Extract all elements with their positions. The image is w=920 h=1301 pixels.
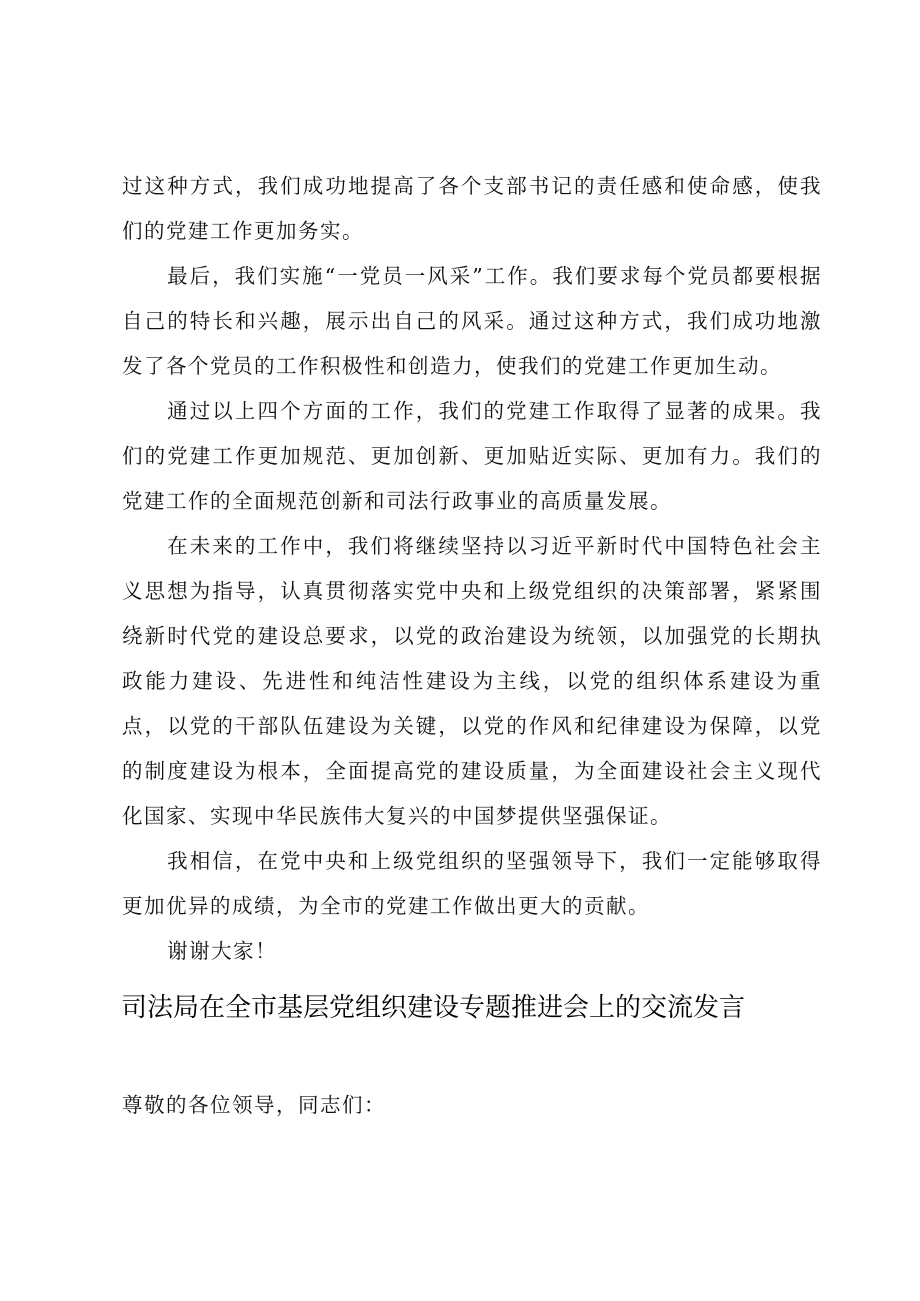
paragraph-one-member-one-style: 最后，我们实施“一党员一风采”工作。我们要求每个党员都要根据自己的特长和兴趣，展示出自己的风采。通过这种方式，我们成功地激发了各个党员的工作积极性和创造力，使我们的党建工作更加生动。 [122,264,822,378]
paragraph-confidence: 我相信，在党中央和上级党组织的坚强领导下，我们一定能够取得更加优异的成绩，为全市的党建工作做出更大的贡献。 [122,849,822,918]
paragraph-continuation: 过这种方式，我们成功地提高了各个支部书记的责任感和使命感，使我们的党建工作更加务实。 [122,174,822,243]
speech-body [122,164,822,974]
paragraph-achievements: 通过以上四个方面的工作，我们的党建工作取得了显著的成果。我们的党建工作更加规范、更加创新、更加贴近实际、更加有力。我们的党建工作的全面规范创新和司法行政事业的高质量发展。 [122,399,822,513]
paragraph-thanks: 谢谢大家！ [167,939,278,963]
paragraph-future-work: 在未来的工作中，我们将继续坚持以习近平新时代中国特色社会主义思想为指导，认真贯彻落实党中央和上级党组织的决策部署，紧紧围绕新时代党的建设总要求，以党的政治建设为统领，以加强党的长期执政能力建设、先进性和纯洁性建设为主线，以党的组织体系建设为重点，以党的干部队伍建设为关键，以党的作风和纪律建设为保障，以党的制度建设为根本，全面提高党的建设质量，为全面建设社会主义现代化国家、实现中华民族伟大复兴的中国梦提供坚强保证。 [122,534,822,828]
salutation: 尊敬的各位领导，同志们： [122,1093,386,1117]
speech-title: 司法局在全市基层党组织建设专题推进会上的交流发言 [121,993,746,1023]
